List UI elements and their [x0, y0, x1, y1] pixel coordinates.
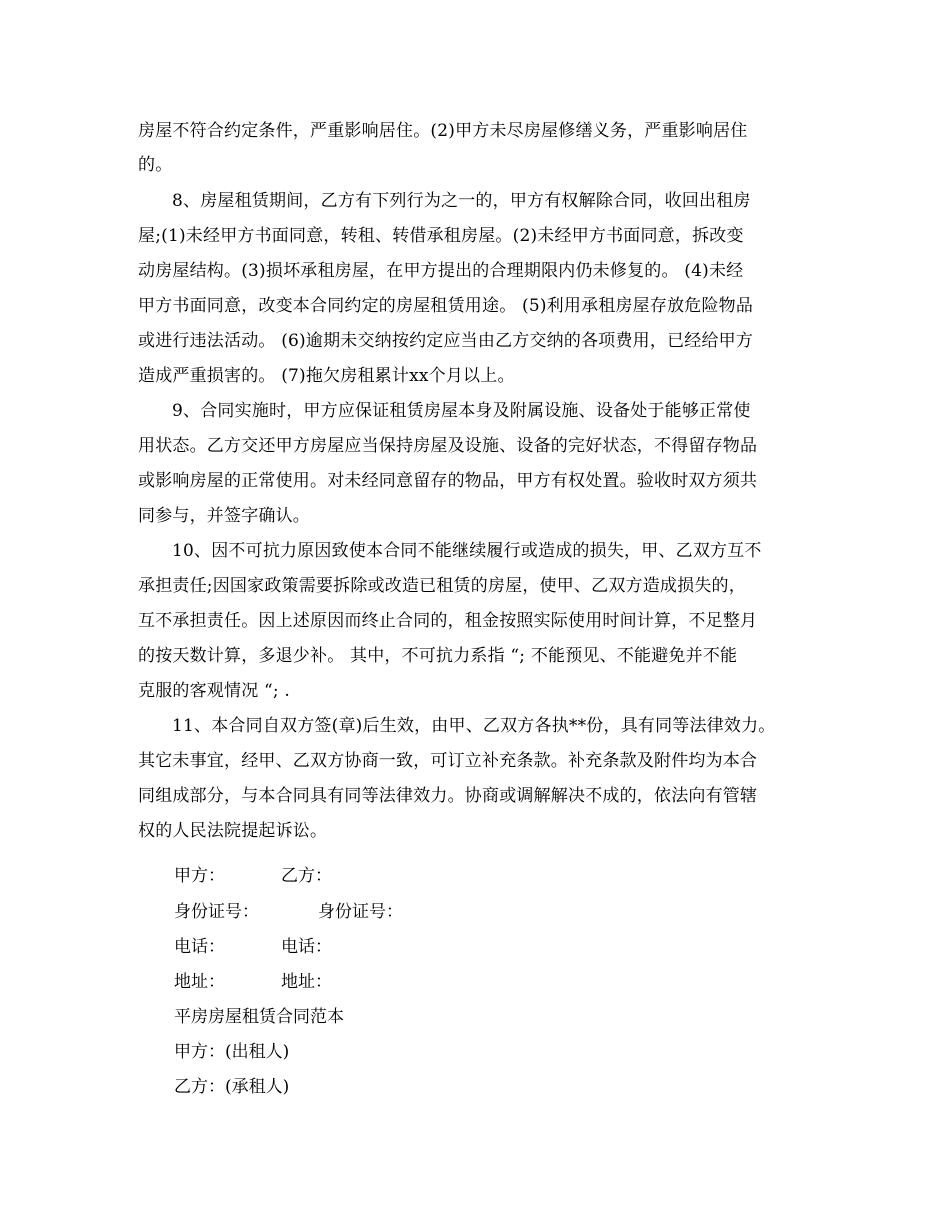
paragraph-line: 互不承担责任。因上述原因而终止合同的，租金按照实际使用时间计算，不足整月: [138, 611, 758, 631]
paragraph-line: 克服的客观情况 “; .: [138, 681, 291, 701]
paragraph-line: 同参与，并签字确认。: [138, 506, 310, 526]
paragraph-line: 承担责任;因国家政策需要拆除或改造已租赁的房屋，使甲、乙双方造成损失的，: [138, 576, 746, 596]
lessee-label: 乙方：(承租人): [174, 1077, 290, 1097]
id-a-label: 身份证号：: [174, 902, 259, 922]
paragraph-line: 同组成部分，与本合同具有同等法律效力。协商或调解解决不成的，依法向有管辖: [138, 786, 758, 806]
paragraph-line: 房屋不符合约定条件，严重影响居住。(2)甲方未尽房屋修缮义务，严重影响居住: [138, 121, 748, 141]
party-b-label: 乙方：: [281, 866, 332, 886]
paragraph-line: 权的人民法院提起诉讼。: [138, 821, 328, 841]
next-contract-title: 平房房屋租赁合同范本: [174, 1007, 344, 1027]
paragraph-line: 或进行违法活动。 (6)逾期未交纳按约定应当由乙方交纳的各项费用，已经给甲方: [138, 331, 754, 351]
id-b-label: 身份证号：: [318, 902, 403, 922]
phone-b-label: 电话：: [281, 937, 332, 957]
lessor-label: 甲方：(出租人): [174, 1042, 290, 1062]
clause-11-line: 11、本合同自双方签(章)后生效，由甲、乙双方各执**份，具有同等法律效力。: [172, 716, 776, 736]
paragraph-line: 屋;(1)未经甲方书面同意，转租、转借承租房屋。(2)未经甲方书面同意，拆改变: [138, 226, 744, 246]
clause-10-line: 10、因不可抗力原因致使本合同不能继续履行或造成的损失，甲、乙双方互不: [172, 541, 762, 561]
paragraph-line: 甲方书面同意，改变本合同约定的房屋租赁用途。 (5)利用承租房屋存放危险物品: [138, 296, 754, 316]
phone-a-label: 电话：: [174, 937, 225, 957]
paragraph-line: 用状态。乙方交还甲方房屋应当保持房屋及设施、设备的完好状态，不得留存物品: [138, 436, 758, 456]
paragraph-line: 动房屋结构。(3)损坏承租房屋，在甲方提出的合理期限内仍未修复的。 (4)未经: [138, 261, 744, 281]
address-a-label: 地址：: [174, 972, 225, 992]
paragraph-line: 的。: [138, 155, 173, 175]
party-a-label: 甲方：: [174, 866, 225, 886]
paragraph-line: 的按天数计算，多退少补。 其中，不可抗力系指 “; 不能预见、不能避免并不能: [138, 646, 738, 666]
address-b-label: 地址：: [281, 972, 332, 992]
clause-9-line: 9、合同实施时，甲方应保证租赁房屋本身及附属设施、设备处于能够正常使: [172, 401, 751, 421]
paragraph-line: 其它未事宜，经甲、乙双方协商一致，可订立补充条款。补充条款及附件均为本合: [138, 751, 758, 771]
paragraph-line: 造成严重损害的。 (7)拖欠房租累计xx个月以上。: [138, 366, 515, 386]
clause-8-line: 8、房屋租赁期间，乙方有下列行为之一的，甲方有权解除合同，收回出租房: [172, 191, 751, 211]
paragraph-line: 或影响房屋的正常使用。对未经同意留存的物品，甲方有权处置。验收时双方须共: [138, 471, 758, 491]
